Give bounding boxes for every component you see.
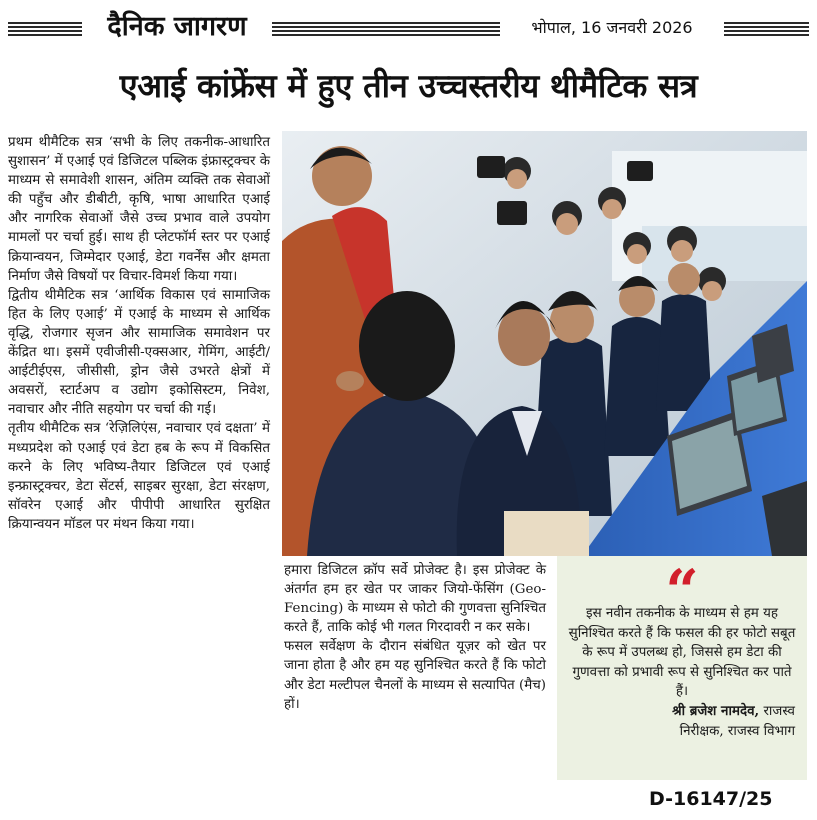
paragraph-session-3: तृतीय थीमैटिक सत्र ‘रेज़िलिएंस, नवाचार एवं दक्षता’ में मध्यप्रदेश को एआई एवं डेटा हब के रूप में विकसित करने के लिए भविष्य-तैयार डिजिटल एवं एआई इन्फ्रास्ट्रक्चर, डेटा सेंटर्स, साइबर सुरक्षा, डेटा संरक्षण, सॉवरेन एआई और पीपीपी आधारित सुरक्षित क्रियान्वयन मॉडल पर मंथन किया गया। [8, 421, 270, 532]
quote-author-title-1: राजस्व [763, 704, 795, 719]
quote-box [557, 556, 807, 780]
quote-author-name: श्री ब्रजेश नामदेव, [672, 703, 760, 719]
paragraph-session-2: द्वितीय थीमैटिक सत्र ‘आर्थिक विकास एवं सामाजिक हित के लिए एआई’ में एआई के माध्यम से आर्थिक वृद्धि, रोजगार सृजन और सामाजिक समावेशन पर केंद्रित था। इसमें एवीजीसी-एक्सआर, गेमिंग, आईटी/आईटीईएस, जीसीसी, ड्रोन जैसे उभरते क्षेत्रों में अवसरों, स्टार्टअप व उद्योग इकोसिस्टम, निवेश, नवाचार और नीति सहयोग पर चर्चा की गई। [8, 287, 270, 418]
paragraph-verification: फसल सर्वेक्षण के दौरान संबंधित यूज़र को खेत पर जाना होता है और हम यह सुनिश्चित करते हैं कि फोटो और डेटा मल्टीपल चैनलों के माध्यम से सत्यापित (मैच) हों। [284, 639, 546, 712]
news-photo [282, 131, 807, 556]
reference-code: D-16147/25 [649, 788, 773, 810]
quote-text: इस नवीन तकनीक के माध्यम से हम यह सुनिश्चित करते हैं कि फसल की हर फोटो सबूत के रूप में उपलब्ध हो, जिससे हम डेटा की गुणवत्ता को प्रभावी रूप से सुनिश्चित कर पाते हैं। [568, 606, 796, 700]
masthead-stripe-right [724, 20, 809, 36]
dateline: भोपाल, 16 जनवरी 2026 [500, 14, 724, 42]
article-left-column [8, 133, 270, 534]
paragraph-session-1: प्रथम थीमैटिक सत्र ‘सभी के लिए तकनीक-आधारित सुशासन’ में एआई एवं डिजिटल पब्लिक इंफ्रास्ट्रक्चर के माध्यम से समावेशी शासन, अंतिम व्यक्ति तक सेवाओं की पहुँच और डीबीटी, कृषि, भाषा आधारित एआई और नागरिक सेवाओं जैसे उच्च प्रभाव वाले उपयोग मामलों पर चर्चा हुई। साथ ही प्लेटफॉर्म स्तर पर एआई क्रियान्वयन, जिम्मेदार एआई, डेटा गवर्नेंस और क्षमता निर्माण जैसे विषयों पर विचार-विमर्श किया गया। [8, 135, 270, 284]
headline: एआई कांफ्रेंस में हुए तीन उच्चस्तरीय थीमैटिक सत्र [119, 67, 698, 105]
quote-byline [565, 702, 795, 741]
article-middle-column [284, 561, 546, 714]
paragraph-crop-survey: हमारा डिजिटल क्रॉप सर्वे प्रोजेक्ट है। इस प्रोजेक्ट के अंतर्गत हम हर खेत पर जाकर जियो-फेंसिंग (Geo-Fencing) के माध्यम से फोटो की गुणवत्ता सुनिश्चित करते हैं, ताकि कोई भी गलत गिरदावरी न कर सके। [284, 563, 546, 636]
quote-author-title-2: निरीक्षक, राजस्व विभाग [679, 723, 795, 739]
masthead-stripe-left [8, 20, 82, 36]
quote-mark-icon: “ [665, 557, 699, 625]
newspaper-name: दैनिक जागरण [82, 10, 272, 44]
masthead-stripe-middle [272, 20, 500, 36]
